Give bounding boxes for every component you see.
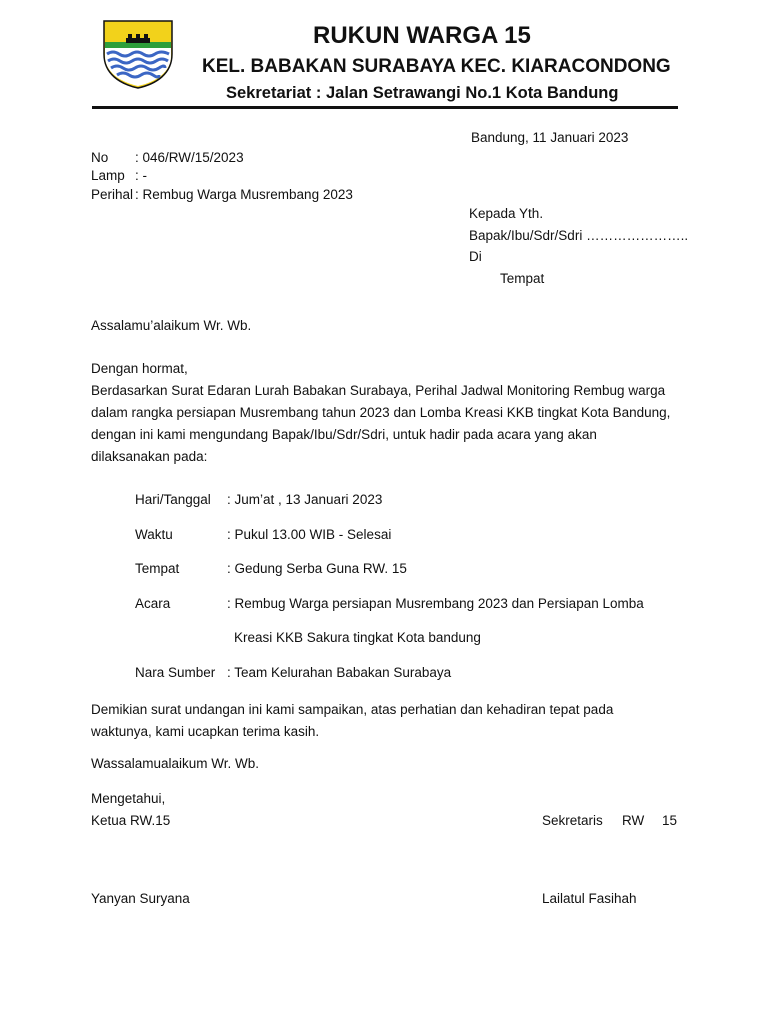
- detail-label-agenda: Acara: [135, 596, 171, 611]
- signatory-right-name: Lailatul Fasihah: [542, 891, 637, 906]
- meta-attachment-value: : -: [135, 168, 147, 183]
- detail-value-agenda: : Rembug Warga persiapan Musrembang 2023 dan Persiapan Lomba: [227, 596, 644, 611]
- signatory-right-title-word3: 15: [662, 813, 678, 828]
- closing-line: Demikian surat undangan ini kami sampaikan, atas perhatian dan kehadiran tepat pada: [91, 702, 614, 717]
- detail-value-agenda-cont: Kreasi KKB Sakura tingkat Kota bandung: [234, 630, 481, 645]
- opening: Dengan hormat,: [91, 361, 188, 376]
- meta-number-value: : 046/RW/15/2023: [135, 150, 244, 165]
- detail-value-speaker: : Team Kelurahan Babakan Surabaya: [227, 665, 452, 680]
- detail-label-speaker: Nara Sumber: [135, 665, 216, 680]
- detail-value-time: : Pukul 13.00 WIB - Selesai: [227, 527, 392, 542]
- meta-attachment-label: Lamp: [91, 168, 125, 183]
- detail-label-place: Tempat: [135, 561, 180, 576]
- farewell: Wassalamualaikum Wr. Wb.: [91, 756, 260, 771]
- signatory-left-title: Ketua RW.15: [91, 813, 171, 828]
- detail-value-place: : Gedung Serba Guna RW. 15: [227, 561, 407, 576]
- org-subtitle: KEL. BABAKAN SURABAYA KEC. KIARACONDONG: [202, 56, 671, 77]
- org-address: Sekretariat : Jalan Setrawangi No.1 Kota Bandung: [226, 84, 619, 102]
- detail-label-date: Hari/Tanggal: [135, 492, 211, 507]
- meta-number-label: No: [91, 150, 109, 165]
- signatory-right-title-word2: RW: [622, 813, 645, 828]
- place-date: Bandung, 11 Januari 2023: [471, 130, 629, 145]
- recipient-name: Bapak/Ibu/Sdr/Sdri …………………..: [469, 228, 689, 243]
- detail-label-time: Waktu: [135, 527, 173, 542]
- body-line: dalam rangka persiapan Musrembang tahun 2023 dan Lomba Kreasi KKB tingkat Kota Bandung,: [91, 405, 671, 420]
- meta-subject-value: : Rembug Warga Musrembang 2023: [135, 187, 353, 202]
- signatory-left-name: Yanyan Suryana: [91, 891, 190, 906]
- letterhead-divider: [92, 106, 678, 109]
- body-line: dengan ini kami mengundang Bapak/Ibu/Sdr/Sdri, untuk hadir pada acara yang akan: [91, 427, 597, 442]
- closing-paragraph: [91, 699, 677, 743]
- acknowledge-label: Mengetahui,: [91, 791, 166, 806]
- detail-value-date: : Jum’at , 13 Januari 2023: [227, 492, 383, 507]
- meta-subject-label: Perihal: [91, 187, 134, 202]
- body-paragraph: [91, 380, 677, 468]
- signatory-right-title-word1: Sekretaris: [542, 813, 603, 828]
- city-emblem-logo: [100, 18, 176, 90]
- greeting: Assalamu’alaikum Wr. Wb.: [91, 318, 252, 333]
- recipient-place: Tempat: [500, 271, 545, 286]
- recipient-salutation: Kepada Yth.: [469, 206, 544, 221]
- body-line: dilaksanakan pada:: [91, 449, 208, 464]
- org-title: RUKUN WARGA 15: [313, 22, 531, 49]
- recipient-at: Di: [469, 249, 482, 264]
- closing-line: waktunya, kami ucapkan terima kasih.: [91, 724, 320, 739]
- body-line: Berdasarkan Surat Edaran Lurah Babakan Surabaya, Perihal Jadwal Monitoring Rembug warga: [91, 383, 666, 398]
